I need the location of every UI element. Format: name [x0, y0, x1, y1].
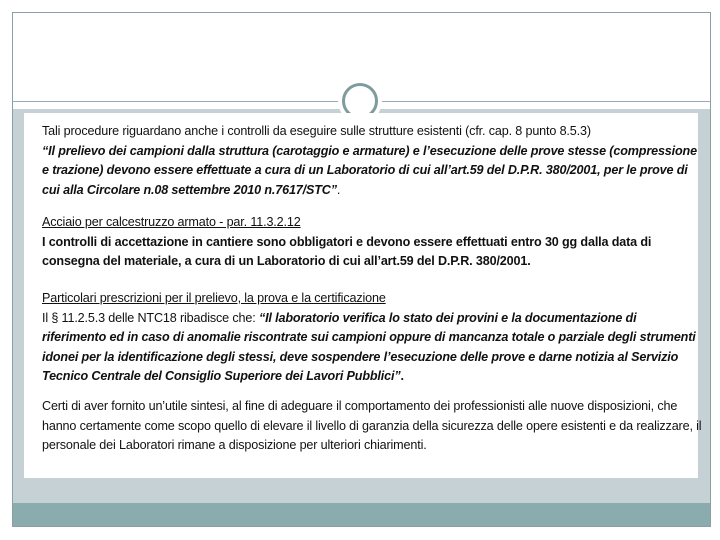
paragraph-intro: Tali procedure riguardano anche i controlli da eseguire sulle strutture esistenti (cfr. cap. 8 punto 8.5.3)	[42, 124, 591, 138]
footer-bar	[13, 503, 710, 526]
steel-body: I controlli di accettazione in cantiere sono obbligatori e devono essere effettuati entro 30 gg dalla data di consegna del materiale, a cura di un Laboratorio di cui all’art.59 del D.P.R. 380/2001.	[42, 234, 652, 269]
quote-laboratory: “Il laboratorio verifica lo stato dei provini e la documentazione di riferimento ed in caso di anomalie riscontrate sui campioni oppure di mancanza totale o parziale degli strumenti idonei per la identificazione degli stessi, deve sospendere l’esecuzione delle prove e darne notizia al Servizio Tecnico Centrale del Consiglio Superiore dei Lavori Pubblici”	[42, 310, 696, 384]
paragraph-existing-structures	[42, 122, 702, 200]
paragraph-steel	[42, 213, 702, 272]
prescriptions-intro: Il § 11.2.5.3 delle NTC18 ribadisce che:	[42, 310, 259, 325]
section-heading-steel: Acciaio per calcestruzzo armato - par. 11.3.2.12	[42, 215, 301, 229]
quote-sampling: “Il prelievo dei campioni dalla struttura (carotaggio e armature) e l’esecuzione delle prove stesse (compressione e trazione) devono essere effettuate a cura di un Laboratorio di cui all’art.59 del D.P.R. 380/2001, per le prove di cui alla Circolare n.08 settembre 2010 n.7617/STC”	[42, 143, 697, 197]
paragraph-closing	[42, 397, 702, 456]
period: .	[336, 182, 341, 197]
period: .	[400, 369, 404, 384]
section-heading-prescriptions: Particolari prescrizioni per il prelievo, la prova e la certificazione	[42, 291, 386, 305]
paragraph-prescriptions	[42, 289, 702, 387]
closing-body: Certi di aver fornito un’utile sintesi, al fine di adeguare il comportamento dei professionisti alle nuove disposizioni, che hanno certamente come scopo quello di elevare il livello di garanzia della sicurezza delle opere esistenti e da realizzare, il personale dei Laboratori rimane a disposizione per ulteriori chiarimenti.	[42, 399, 702, 453]
